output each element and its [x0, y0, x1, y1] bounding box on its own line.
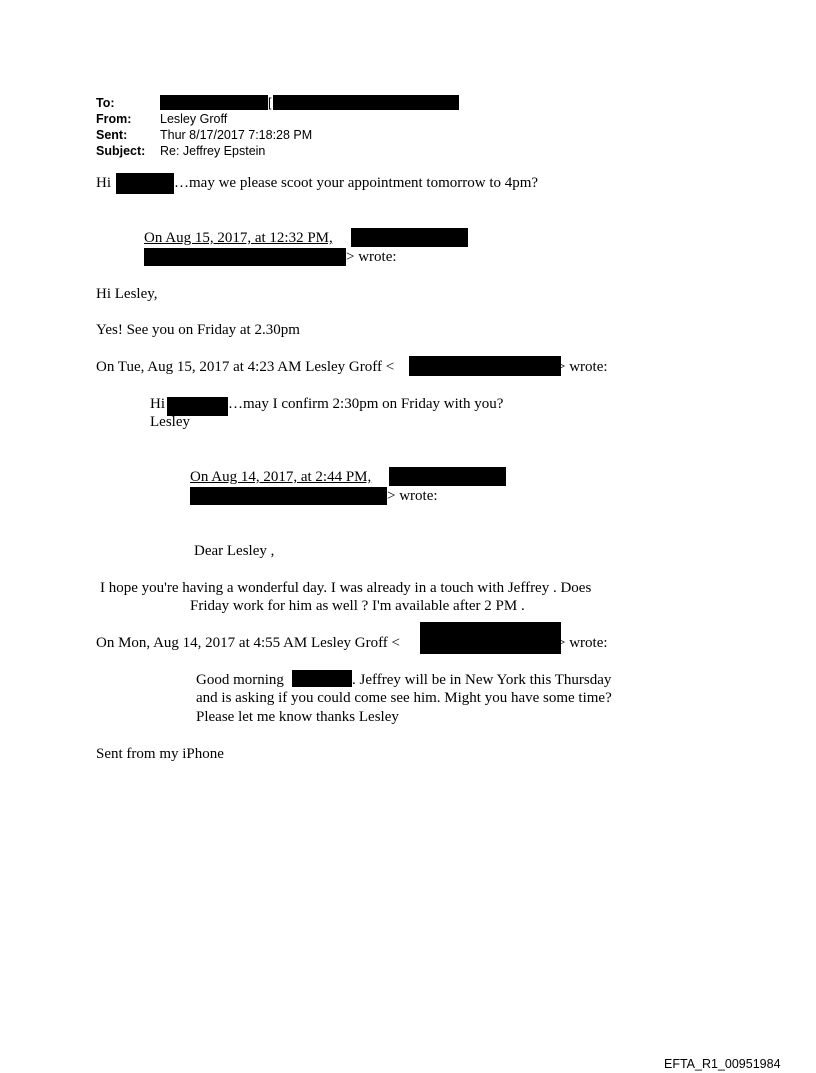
message-greeting: Dear Lesley , [194, 543, 275, 559]
redaction-box [116, 173, 174, 194]
sent-label: Sent: [96, 128, 128, 142]
redaction-box [420, 622, 561, 654]
message-greeting: Hi Lesley, [96, 286, 158, 302]
quote-attribution: On Aug 15, 2017, at 12:32 PM, [144, 230, 333, 246]
message-text: Please let me know thanks Lesley [196, 709, 399, 725]
document-id: EFTA_R1_00951984 [664, 1057, 781, 1071]
quote-wrote: > wrote: [346, 249, 397, 265]
message-greeting: Hi [96, 175, 111, 191]
subject-value: Re: Jeffrey Epstein [160, 144, 266, 158]
redaction-box [190, 487, 387, 505]
message-greeting: Hi [150, 396, 165, 412]
redaction-box [351, 228, 468, 247]
message-text: Friday work for him as well ? I'm available after 2 PM . [190, 598, 525, 614]
from-label: From: [96, 112, 132, 126]
to-label: To: [96, 96, 115, 110]
quote-attribution: On Mon, Aug 14, 2017 at 4:55 AM Lesley Groff < [96, 635, 400, 651]
to-bracket: [ [268, 96, 272, 110]
message-text: I hope you're having a wonderful day. I was already in a touch with Jeffrey . Does [100, 580, 592, 596]
sent-value: Thur 8/17/2017 7:18:28 PM [160, 128, 313, 142]
redaction-box [389, 467, 506, 486]
email-signature: Sent from my iPhone [96, 746, 224, 762]
redaction-box [292, 670, 352, 687]
message-text: Good morning [196, 672, 284, 688]
message-text: . Jeffrey will be in New York this Thursday [352, 672, 612, 688]
redaction-box [160, 95, 268, 110]
quote-wrote: > wrote: [557, 635, 608, 651]
quote-wrote: > wrote: [557, 359, 608, 375]
redaction-box [409, 356, 561, 376]
subject-label: Subject: [96, 144, 146, 158]
from-value: Lesley Groff [160, 112, 228, 126]
message-text: …may I confirm 2:30pm on Friday with you? [228, 396, 504, 412]
message-text: …may we please scoot your appointment tomorrow to 4pm? [174, 175, 539, 191]
redaction-box [273, 95, 459, 110]
redaction-box [144, 248, 346, 266]
message-text: Yes! See you on Friday at 2.30pm [96, 322, 300, 338]
message-signature: Lesley [150, 414, 190, 430]
message-text: and is asking if you could come see him. Might you have some time? [196, 690, 612, 706]
quote-attribution: On Tue, Aug 15, 2017 at 4:23 AM Lesley Groff < [96, 359, 395, 375]
quote-wrote: > wrote: [387, 488, 438, 504]
quote-attribution: On Aug 14, 2017, at 2:44 PM, [190, 469, 372, 485]
